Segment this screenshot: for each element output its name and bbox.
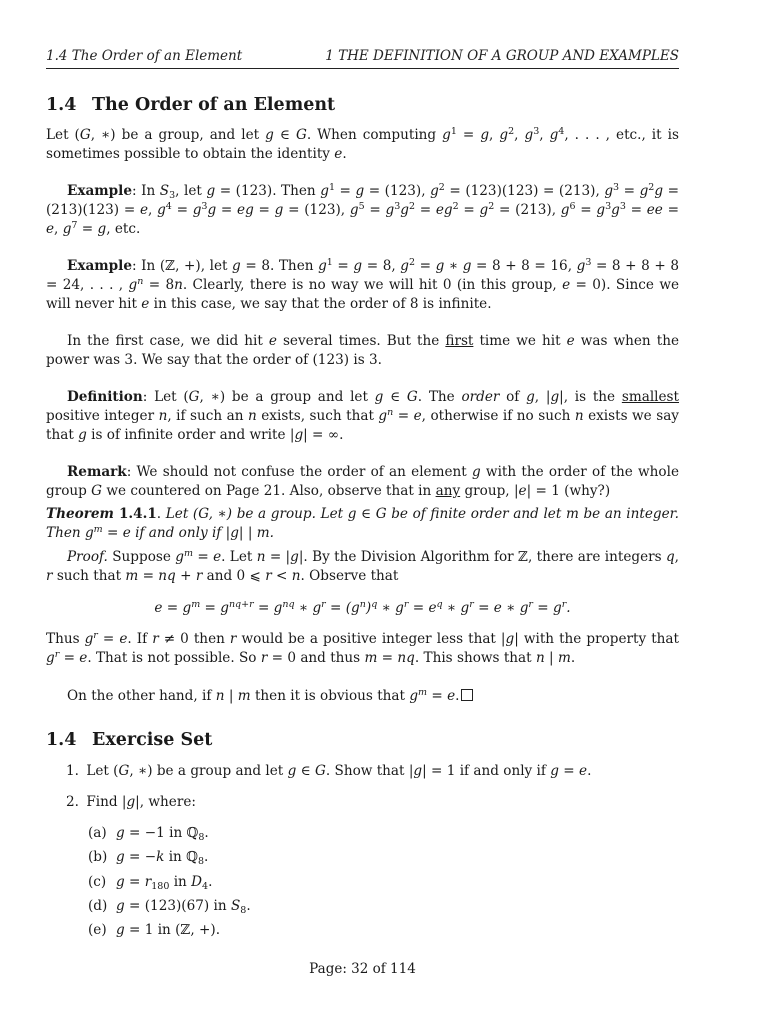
exercise-section-number: 1.4 bbox=[46, 730, 77, 750]
running-header bbox=[46, 48, 679, 66]
proof-converse: On the other hand, if n | m then it is obvious that $g^m = e$. bbox=[46, 687, 679, 706]
header-rule bbox=[46, 68, 679, 69]
exercise-section-title: Exercise Set bbox=[92, 730, 213, 750]
exercise-subitem-e: (e) g = 1 in (ℤ, +). bbox=[88, 922, 221, 938]
example-s3: Example: In $S_3$, let g = (123). Then $g^1 = g = (123)$, $g^2 = (123)(123) = (213)$, $g^3 = g^2g = (213)(123) = e$, $g^4 = g^3g$ = eg = g = (123), $g^5 = g^3g^2 = eg^2 = g^2 = (213)$, $g^6 = g^3g^3$ = ee = e, $g^7 = g$, etc. bbox=[46, 182, 679, 237]
exercise-subitem-b: (b) g = −k in ℚ$_8$. bbox=[88, 849, 209, 867]
exercise-subitem-d: (d) g = (123)(67) in $S_8$. bbox=[88, 898, 251, 916]
exercise-item-1: 1. Let (G, ∗) be a group and let g ∈ G. Show that |g| = 1 if and only if g = e. bbox=[66, 763, 592, 779]
section-title: The Order of an Element bbox=[92, 95, 336, 115]
qed-box-icon bbox=[461, 689, 473, 701]
remark: Remark: We should not confuse the order of an element g with the order of the whole group G we countered on Page 21. Also, observe that in any group, |e| = 1 (why?) bbox=[46, 464, 679, 499]
display-equation: $e = g^m = g^{nq+r} = g^{nq}$ ∗ $g^r = (g^n)^q$ ∗ $g^r = e^q$ ∗ $g^r = e$ ∗ $g^r = g^r$. bbox=[154, 599, 571, 616]
running-header-section: 1.4 The Order of an Element bbox=[46, 48, 243, 64]
exercise-item-2: 2. Find |g|, where: bbox=[66, 794, 196, 810]
proof: Proof. Suppose $g^m = e$. Let n = |g|. By the Division Algorithm for ℤ, there are integers q, r such that m = nq + r and 0 ⩽ r < n. Observe that bbox=[46, 548, 679, 584]
theorem-1-4-1: Theorem 1.4.1. Let (G, ∗) be a group. Let g ∈ G be of finite order and let m be an integer. Then $g^m = e$ if and only if |g| | m. bbox=[46, 506, 679, 541]
exercise-heading bbox=[46, 730, 212, 750]
proof-continued: Thus $g^r = e$. If r ≠ 0 then r would be a positive integer less that |g| with the property that $g^r = e$. That is not possible. So r = 0 and thus m = nq. This shows that n | m. bbox=[46, 630, 679, 666]
running-header-chapter: 1 THE DEFINITION OF A GROUP AND EXAMPLES bbox=[325, 48, 679, 64]
page-number: Page: 32 of 114 bbox=[309, 961, 416, 977]
first-case-paragraph: In the first case, we did hit e several times. But the first time we hit e was when the power was 3. We say that the order of (123) is 3. bbox=[46, 333, 679, 368]
definition-order: Definition: Let (G, ∗) be a group and let g ∈ G. The order of g, |g|, is the smallest positive integer n, if such an n exists, such that $g^n = e$, otherwise if no such n exists we say that g is of infinite order and write |g| = ∞. bbox=[46, 389, 679, 443]
exercise-subitem-a: (a) g = −1 in ℚ$_8$. bbox=[88, 825, 209, 843]
intro-paragraph: Let (G, ∗) be a group, and let g ∈ G. When computing $g^1 = g$, $g^2$, $g^3$, $g^4$, . . . , etc., it is sometimes possible to obtain the identity e. bbox=[46, 126, 679, 162]
section-number: 1.4 bbox=[46, 95, 77, 115]
section-heading bbox=[46, 95, 335, 115]
document-page bbox=[46, 0, 679, 1024]
example-integers: Example: In (ℤ, +), let g = 8. Then $g^1 = g = 8$, $g^2 = g$ ∗ g = 8 + 8 = 16, $g^3 = 8 + 8 + 8 = 24$, . . . , $g^n = 8n$. Clearly, there is no way we will hit 0 (in this group, e = 0). Since we will never hit e in this case, we say that the order of 8 is infinite. bbox=[46, 257, 680, 312]
exercise-subitem-c: (c) $g = r_{180}$ in $D_4$. bbox=[88, 874, 213, 892]
